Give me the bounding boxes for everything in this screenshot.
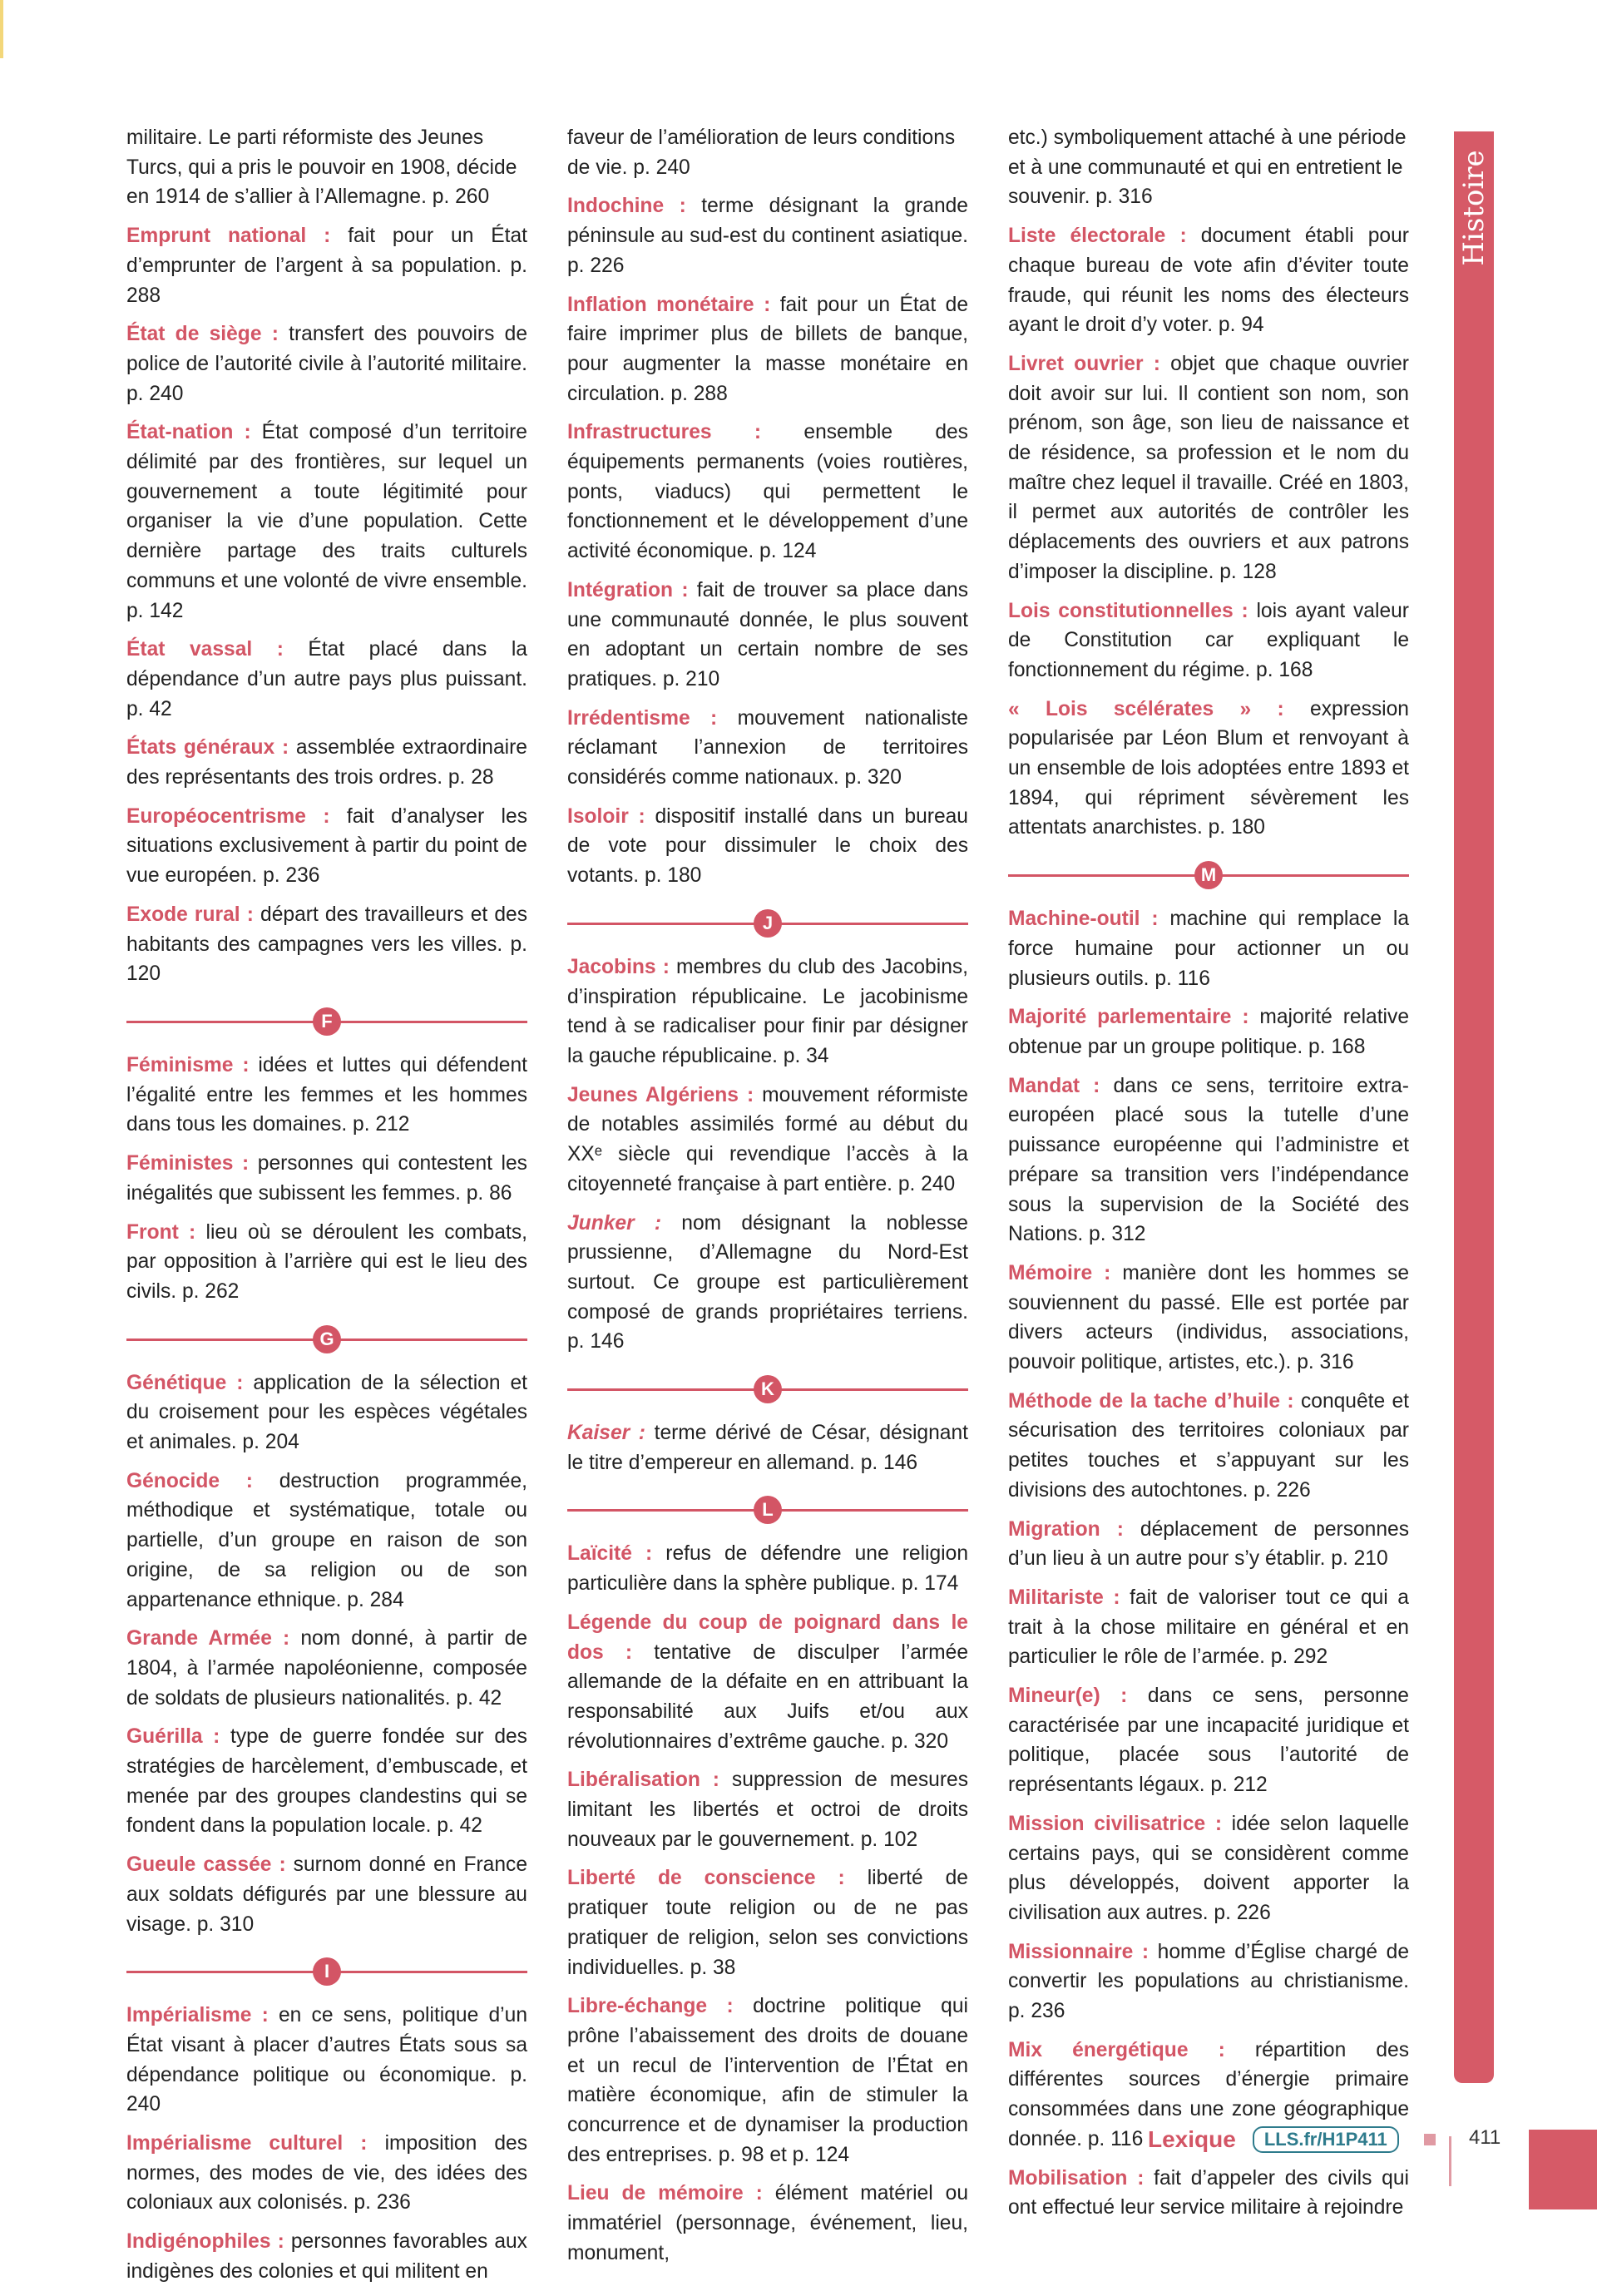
entry-term: Impérialisme culturel :	[126, 2132, 368, 2155]
entry-definition: homme d’Église chargé de convertir les populations au christianisme. p. 236	[1008, 1940, 1410, 2023]
glossary-entry	[567, 1992, 968, 2170]
glossary-entry	[1008, 1002, 1409, 1061]
glossary-entry	[567, 953, 968, 1071]
glossary-entry	[1008, 1583, 1409, 1672]
glossary-entry	[126, 1624, 527, 1713]
entry-term: Indochine :	[567, 195, 686, 218]
entry-definition: suppression de mesures limitant les libertés et octroi de droits nouveaux par le gouvernement. p. 102	[567, 1769, 968, 1851]
entry-term: Irrédentisme :	[567, 706, 718, 730]
entry-definition: déplacement de personnes d’un lieu à un autre pour s’y établir. p. 210	[1008, 1517, 1410, 1571]
entry-term: Gueule cassée :	[126, 1853, 286, 1877]
entry-definition: refus de défendre une religion particulière dans la sphère publique. p. 174	[567, 1542, 968, 1596]
entry-term: État de siège :	[126, 323, 279, 346]
letter-badge-j: J	[754, 909, 782, 938]
entry-term: Livret ouvrier :	[1008, 352, 1160, 375]
letter-divider-j	[567, 909, 968, 938]
glossary-entry	[567, 1765, 968, 1854]
letter-divider-f	[126, 1007, 527, 1036]
entry-term: Isoloir :	[567, 804, 645, 828]
entry-term: Mineur(e) :	[1008, 1685, 1128, 1708]
entry-term: État vassal :	[126, 638, 284, 661]
entry-term: Infrastructures :	[567, 421, 762, 444]
entry-definition: répartition des différentes sources d’énergie primaire consommées dans une zone géographique donnée. p. 116	[1008, 2038, 1409, 2150]
entry-term: Majorité parlementaire :	[1008, 1006, 1249, 1029]
glossary-entry	[1008, 349, 1409, 587]
glossary-entry	[1008, 2164, 1409, 2223]
entry-definition: type de guerre fondée sur des stratégies de harcèlement, d’embuscade, et menée par des groupes clandestins qui se fondent dans la population locale. p. 42	[126, 1725, 527, 1838]
letter-divider-k	[567, 1375, 968, 1403]
entry-definition: fait pour un État d’emprunter de l’argent à sa population. p. 288	[126, 225, 527, 307]
glossary-entry	[126, 1467, 527, 1616]
entry-term: Féministes :	[126, 1152, 250, 1175]
glossary-entry	[126, 1368, 527, 1457]
entry-term: Européocentrisme :	[126, 804, 330, 828]
entry-term: Légende du coup de poignard dans le dos :	[567, 1611, 968, 1664]
entry-term: Machine-outil :	[1008, 908, 1159, 931]
entry-term: Missionnaire :	[1008, 1940, 1150, 1963]
entry-term: Libéralisation :	[567, 1769, 719, 1792]
entry-definition: ensemble des équipements permanents (voies routières, ponts, viaducs) qui permettent le fonctionnement et le développement d’une activité économique. p. 124	[567, 421, 968, 563]
entry-term: Mandat :	[1008, 1074, 1100, 1097]
glossary-entry	[126, 221, 527, 310]
entry-definition: tentative de disculper l’armée allemande de la défaite en en attribuant la responsabilité aux Juifs et/ou aux révolutionnaires d’extrême gauche. p. 320	[567, 1640, 968, 1753]
glossary-entry	[567, 576, 968, 695]
entries-e	[126, 221, 527, 989]
entry-definition: fait d’analyser les situations exclusivement à partir du point de vue européen. p. 236	[126, 804, 527, 888]
entry-term: Front :	[126, 1220, 196, 1244]
entry-definition: en ce sens, politique d’un État visant à placer d’autres États sous sa dépendance politique ou économique. p. 240	[126, 2004, 527, 2116]
glossary-entry	[1008, 1515, 1409, 1574]
letter-divider-i	[126, 1957, 527, 1986]
page-number: 411	[1469, 2126, 1501, 2149]
glossary-entry	[1008, 1937, 1409, 2026]
glossary-entry	[567, 418, 968, 567]
entry-definition: fait de valoriser tout ce qui a trait à la chose militaire en général et en particulier le rôle de l’armée. p. 292	[1008, 1586, 1409, 1669]
entry-term: « Lois scélérates » :	[1008, 697, 1284, 720]
glossary-entry	[1008, 221, 1409, 340]
entry-definition: élément matériel ou immatériel (personnage, événement, lieu, monument,	[567, 2182, 969, 2264]
glossary-entry	[126, 1850, 527, 1939]
letter-badge-k: K	[754, 1375, 782, 1403]
glossary-entry	[126, 418, 527, 626]
glossary-entry	[567, 1081, 968, 1200]
entry-definition: terme dérivé de César, désignant le titre d’empereur en allemand. p. 146	[567, 1422, 968, 1474]
entry-definition: lois ayant valeur de Constitution car expliquant le fonctionnement du régime. p. 168	[1008, 599, 1409, 681]
entry-term: Lieu de mémoire :	[567, 2182, 763, 2205]
entry-term: Liste électorale :	[1008, 225, 1187, 248]
entry-definition: manière dont les hommes se souviennent du passé. Elle est portée par divers acteurs (individus, associations, pouvoir politique, artistes, etc.). p. 316	[1008, 1261, 1409, 1374]
entries-j	[567, 953, 968, 1357]
entry-definition: mouvement réformiste de notables assimilés formé au début du XXᵉ siècle qui revendique l’accès à la citoyenneté française à part entière. p. 240	[567, 1083, 968, 1195]
footer-lexique-label: Lexique	[1148, 2126, 1236, 2152]
entry-definition: liberté de pratiquer toute religion ou de ne pas pratiquer de religion, selon ses convictions individuelles. p. 38	[567, 1867, 968, 1979]
section-side-tab-label: Histoire	[1457, 150, 1491, 266]
glossary-entry	[1008, 904, 1409, 993]
entry-definition: nom désignant la noblesse prussienne, d’Allemagne du Nord-Est surtout. Ce groupe est particulièrement composé de grands propriétaires terriens. p. 146	[567, 1211, 968, 1353]
entry-definition: membres du club des Jacobins, d’inspiration républicaine. Le jacobinisme tend à se radicaliser pour finir par désigner la gauche républicaine. p. 34	[567, 955, 968, 1067]
entry-term: Emprunt national :	[126, 225, 331, 248]
glossary-entry	[126, 802, 527, 891]
glossary-entry	[126, 900, 527, 989]
entry-term: Inflation monétaire :	[567, 293, 771, 316]
glossary-entry	[126, 733, 527, 792]
glossary-entry	[567, 191, 968, 280]
entry-term: Liberté de conscience :	[567, 1867, 845, 1890]
entry-term: Mission civilisatrice :	[1008, 1812, 1223, 1835]
entry-term: États généraux :	[126, 736, 289, 760]
entry-definition: destruction programmée, méthodique et systématique, totale ou partielle, d’un groupe en raison de son origine, de sa religion ou de son appartenance ethnique. p. 284	[126, 1469, 527, 1611]
entry-definition: doctrine politique qui prône l’abaissement des droits de douane et un recul de l’intervention de l’État en matière économique, afin de stimuler la concurrence et de dynamiser la production des entreprises. p. 98 et p. 124	[567, 1995, 968, 2166]
letter-badge-f: F	[313, 1007, 341, 1036]
entry-definition: État placé dans la dépendance d’un autre pays plus puissant. p. 42	[126, 638, 527, 720]
glossary-entry	[567, 1209, 968, 1358]
glossary-entry	[567, 1418, 968, 1477]
entry-term: Génocide :	[126, 1469, 253, 1492]
letter-divider-g	[126, 1325, 527, 1353]
entry-term: Intégration :	[567, 578, 689, 601]
entry-definition: dans ce sens, personne caractérisée par une incapacité juridique et politique, placée sous l’autorité de représentants légaux. p. 212	[1008, 1685, 1409, 1797]
letter-badge-g: G	[313, 1325, 341, 1353]
glossary-entry	[567, 2179, 968, 2268]
letter-badge-m: M	[1194, 861, 1223, 889]
entry-definition: surnom donné en France aux soldats défigurés par une blessure au visage. p. 310	[126, 1853, 527, 1936]
entry-definition: dispositif installé dans un bureau de vote pour dissimuler le choix des votants. p. 180	[567, 804, 968, 888]
glossary-entry	[126, 319, 527, 408]
entry-term: Guérilla :	[126, 1725, 220, 1749]
glossary-entry	[567, 290, 968, 409]
footer-link[interactable]: LLS.fr/H1P411	[1253, 2126, 1399, 2153]
entry-term: Mix énergétique :	[1008, 2038, 1225, 2061]
glossary-entry	[567, 802, 968, 891]
section-side-tab	[1454, 131, 1494, 2083]
entry-term: Migration :	[1008, 1517, 1124, 1541]
entry-term: Lois constitutionnelles :	[1008, 599, 1248, 622]
entries-g	[126, 1368, 527, 1940]
entry-term: Libre-échange :	[567, 1995, 734, 2018]
entry-term: État-nation :	[126, 421, 251, 444]
entry-definition: personnes favorables aux indigènes des colonies et qui militent en	[126, 2230, 527, 2283]
glossary-entry	[126, 2001, 527, 2120]
entry-definition: mouvement nationaliste réclamant l’annexion de territoires considérés comme nationaux. p. 320	[567, 706, 968, 789]
column-1	[126, 123, 527, 2296]
continuation-text: faveur de l’amélioration de leurs conditions de vie. p. 240	[567, 126, 956, 179]
entry-definition: objet que chaque ouvrier doit avoir sur lui. Il contient son nom, son prénom, son âge, son lieu de naissance et de résidence, sa profession et le nom du maître chez lequel il travaille. Créé en 1803, il permet aux autorités de contrôler les déplacements des ouvriers et aux patrons d’imposer la discipline. p. 128	[1008, 352, 1409, 583]
entry-definition: idées et luttes qui défendent l’égalité entre les femmes et les hommes dans tous les domaines. p. 212	[126, 1053, 527, 1136]
letter-divider-l	[567, 1496, 968, 1524]
entry-definition: idée selon laquelle certains pays, qui se considèrent comme plus développés, doivent apporter la civilisation aux autres. p. 226	[1008, 1812, 1409, 1924]
entries-l	[567, 1539, 968, 2268]
entry-term: Laïcité :	[567, 1542, 653, 1566]
entry-definition: fait pour un État de faire imprimer plus de billets de banque, pour augmenter la masse monétaire en circulation. p. 288	[567, 293, 969, 405]
entry-definition: terme désignant la grande péninsule au sud-est du continent asiatique. p. 226	[567, 195, 968, 277]
entry-definition: dans ce sens, territoire extra-européen placé sous la tutelle d’une puissance européenne qui l’administre et prépare sa transition vers l’indépendance sous la supervision de la Société des Nations. p. 312	[1008, 1074, 1409, 1246]
corner-mark	[0, 0, 3, 58]
footer-square-mark	[1424, 2134, 1436, 2145]
entry-definition: fait d’appeler des civils qui ont effectué leur service militaire à rejoindre	[1008, 2166, 1409, 2219]
entry-definition: document établi pour chaque bureau de vote afin d’éviter toute fraude, qui réunit les noms des électeurs ayant le droit d’y voter. p. 94	[1008, 225, 1409, 337]
continuation-text: etc.) symboliquement attaché à une période et à une communauté et qui en entretient le souvenir. p. 316	[1008, 126, 1407, 209]
glossary-entry	[126, 1149, 527, 1208]
letter-badge-i: I	[313, 1957, 341, 1986]
glossary-entry	[567, 1608, 968, 1757]
entry-definition: machine qui remplace la force humaine pour actionner un ou plusieurs outils. p. 116	[1008, 908, 1409, 990]
entry-term: Impérialisme :	[126, 2004, 269, 2027]
entry-term: Exode rural :	[126, 903, 254, 926]
entries-i	[126, 2001, 527, 2286]
entries-m	[1008, 904, 1409, 2223]
glossary-entry	[1008, 1259, 1409, 1378]
entry-term: Mémoire :	[1008, 1261, 1111, 1284]
glossary-entry	[126, 2129, 527, 2218]
column-2	[567, 123, 968, 2278]
entry-term: Génétique :	[126, 1371, 244, 1394]
entry-term: Indigénophiles :	[126, 2230, 284, 2254]
letter-badge-l: L	[754, 1496, 782, 1524]
glossary-entry	[126, 2227, 527, 2286]
entry-definition: expression popularisée par Léon Blum et renvoyant à un ensemble de lois adoptées entre 1893 et 1894, qui répriment sévèrement les attentats anarchistes. p. 180	[1008, 697, 1409, 839]
entry-term: Féminisme :	[126, 1053, 250, 1076]
entry-term: Mobilisation :	[1008, 2166, 1145, 2190]
entry-definition: fait de trouver sa place dans une communauté donnée, le plus souvent en adoptant un certain nombre de ses pratiques. p. 210	[567, 578, 968, 690]
glossary-entry	[1008, 596, 1409, 685]
corner-color-block	[1529, 2130, 1597, 2209]
footer-divider-line	[1449, 2136, 1451, 2186]
entry-definition: lieu où se déroulent les combats, par opposition à l’arrière qui est le lieu des civils. p. 262	[126, 1220, 527, 1303]
entry-term: Junker :	[567, 1211, 662, 1235]
entry-term: Jacobins :	[567, 955, 670, 978]
glossary-entry	[567, 1863, 968, 1982]
entry-definition: conquête et sécurisation des territoires coloniaux par petites touches et s’appuyant sur les divisions des autochtones. p. 226	[1008, 1389, 1410, 1502]
glossary-entry	[1008, 1071, 1409, 1249]
glossary-entry	[126, 635, 527, 724]
entries-k	[567, 1418, 968, 1477]
entries-f	[126, 1051, 527, 1307]
glossary-entry	[1008, 695, 1409, 844]
continuation-text: militaire. Le parti réformiste des Jeunes Turcs, qui a pris le pouvoir en 1908, décide en 1914 de s’allier à l’Allemagne. p. 260	[126, 126, 517, 209]
entry-definition: personnes qui contestent les inégalités que subissent les femmes. p. 86	[126, 1152, 527, 1205]
glossary-entry	[1008, 1387, 1409, 1506]
entry-definition: majorité relative obtenue par un groupe politique. p. 168	[1008, 1006, 1409, 1058]
entry-definition: imposition des normes, des modes de vie, des idées des coloniaux aux colonisés. p. 236	[126, 2132, 527, 2214]
glossary-entry	[126, 1218, 527, 1307]
entry-definition: application de la sélection et du croisement pour les espèces végétales et animales. p. 204	[126, 1371, 528, 1454]
glossary-entry	[1008, 1681, 1409, 1800]
letter-divider-m	[1008, 861, 1409, 889]
entry-definition: transfert des pouvoirs de police de l’autorité civile à l’autorité militaire. p. 240	[126, 323, 527, 405]
glossary-entry	[126, 1051, 527, 1140]
entries-i	[567, 191, 968, 890]
entry-term: Militariste :	[1008, 1586, 1120, 1609]
entry-term: Grande Armée :	[126, 1627, 290, 1650]
page-footer	[1148, 2123, 1436, 2156]
glossary-entry	[1008, 1809, 1409, 1928]
column-3	[1008, 123, 1409, 2232]
entry-term: Méthode de la tache d’huile :	[1008, 1389, 1294, 1413]
entries-l	[1008, 221, 1409, 843]
glossary-entry	[126, 1722, 527, 1841]
entry-definition: départ des travailleurs et des habitants des campagnes vers les villes. p. 120	[126, 903, 527, 986]
glossary-entry	[567, 704, 968, 793]
entry-definition: assemblée extraordinaire des représentants des trois ordres. p. 28	[126, 736, 527, 789]
entry-definition: État composé d’un territoire délimité par des frontières, sur lequel un gouvernement a toute légitimité pour organiser la vie d’une population. Cette dernière partage des traits culturels communs et une volonté de vivre ensemble. p. 142	[126, 421, 527, 622]
entry-term: Kaiser :	[567, 1422, 645, 1445]
entry-term: Jeunes Algériens :	[567, 1083, 754, 1106]
entry-definition: nom donné, à partir de 1804, à l’armée napoléonienne, composée de soldats de plusieurs nationalités. p. 42	[126, 1627, 527, 1710]
glossary-entry	[567, 1539, 968, 1598]
